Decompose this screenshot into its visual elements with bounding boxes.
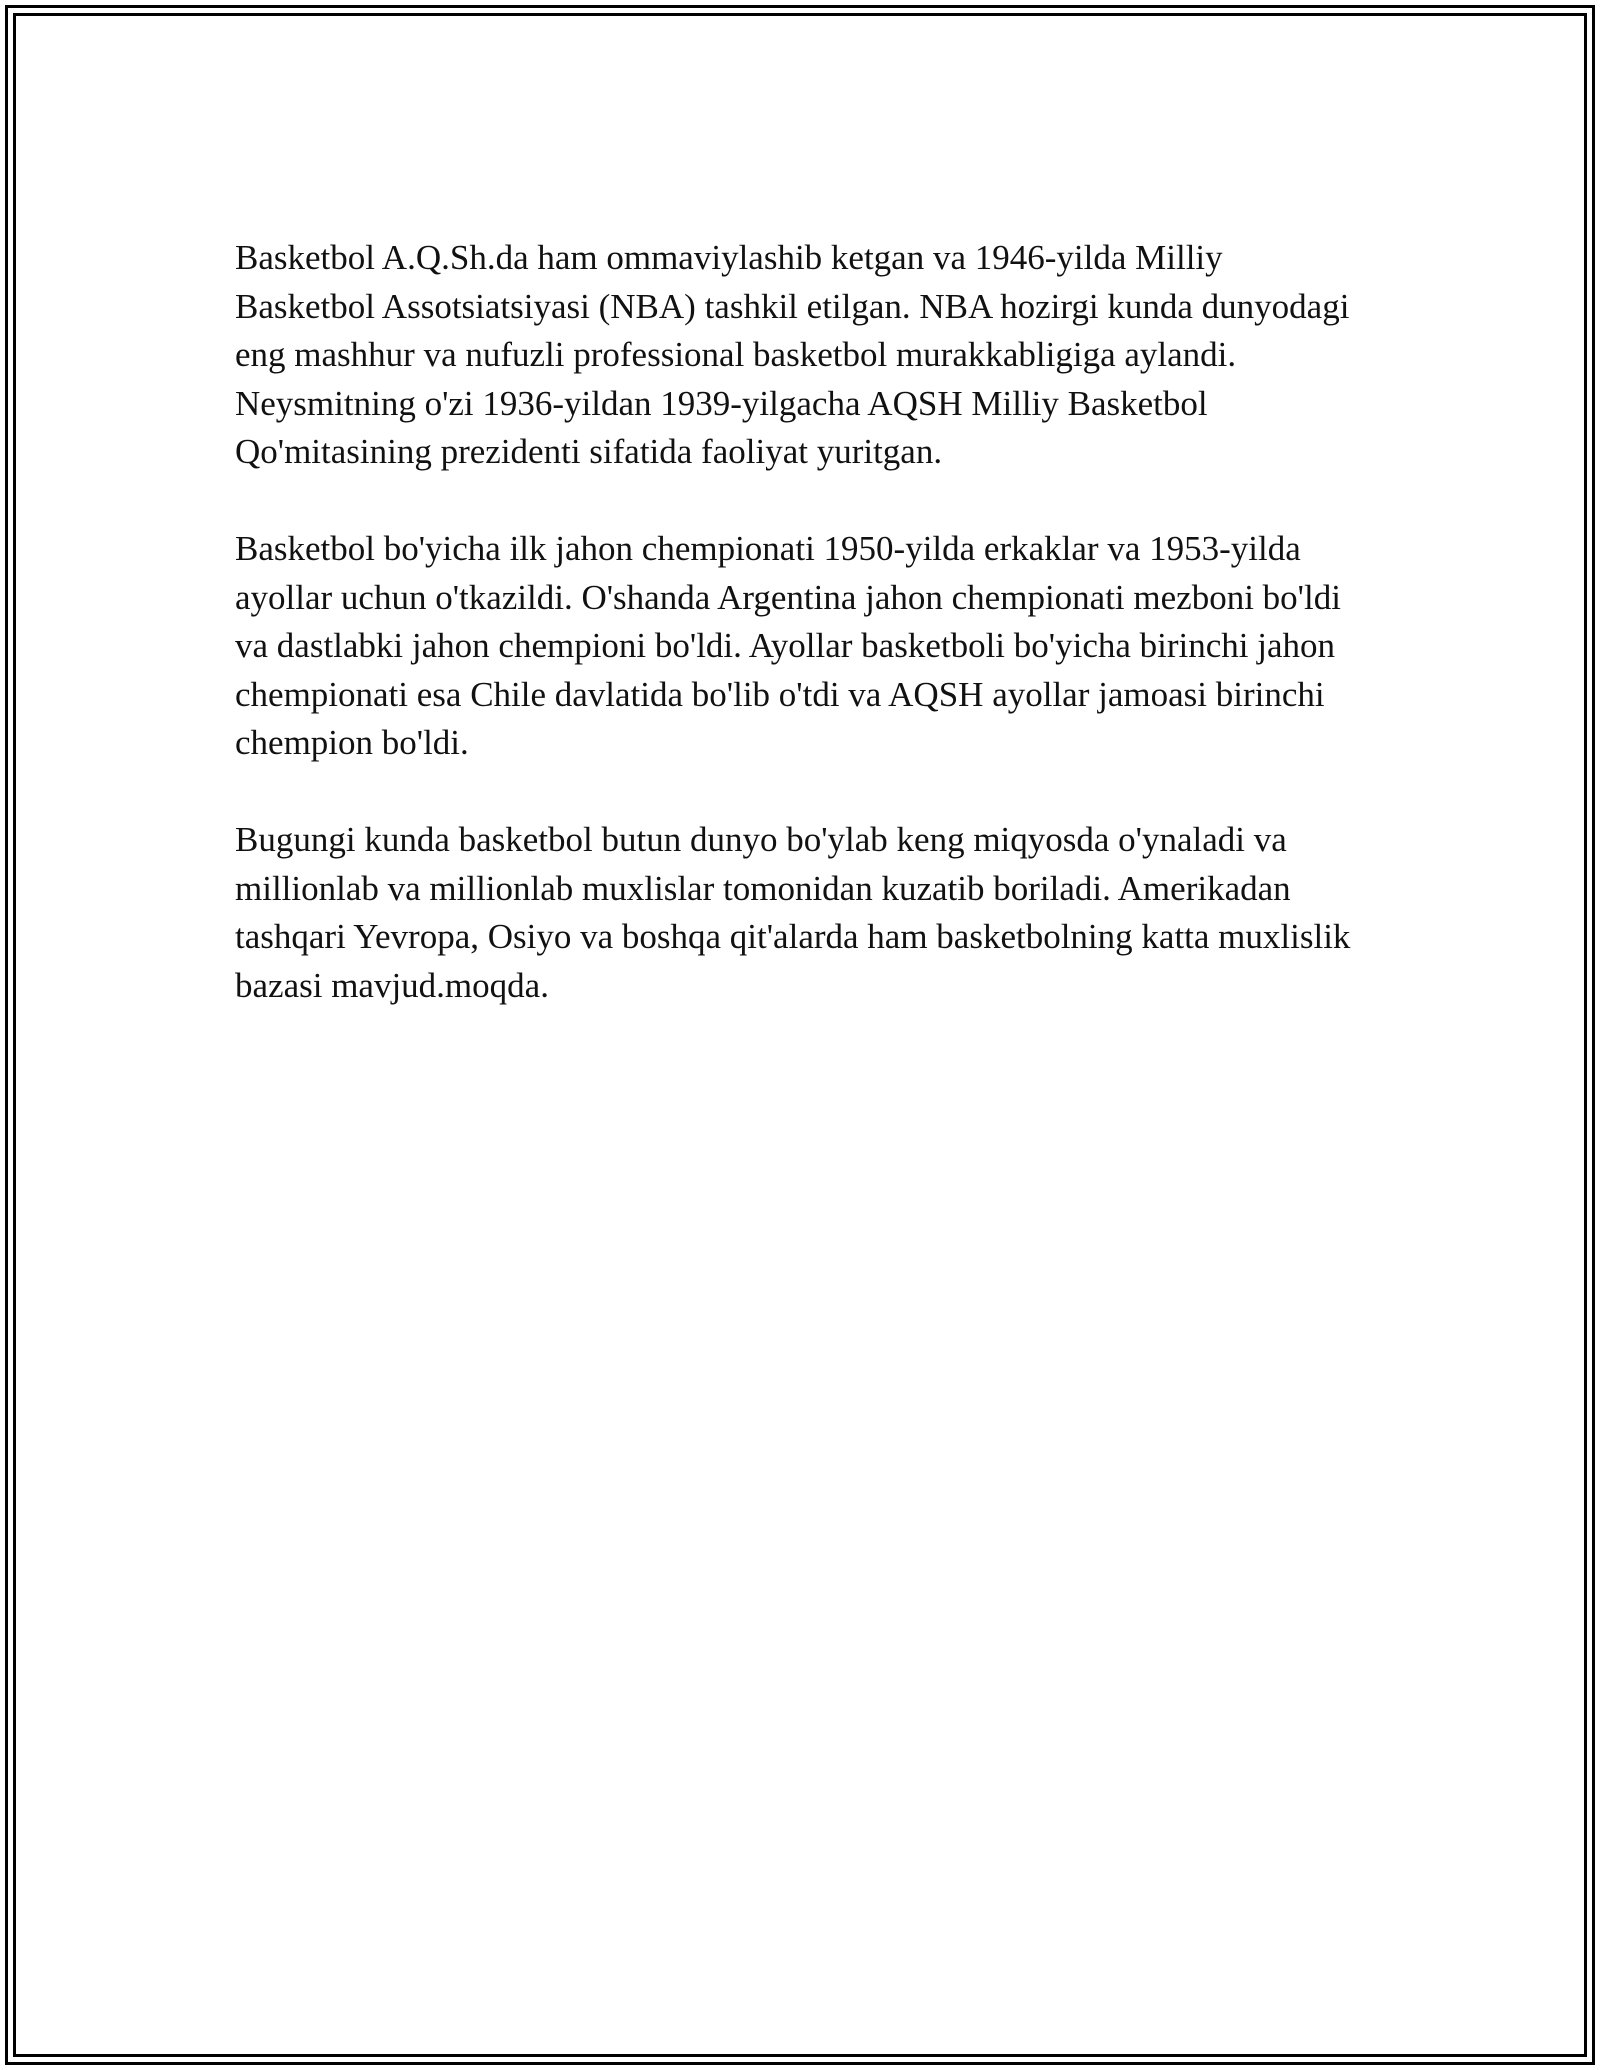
document-body	[235, 234, 1365, 1059]
paragraph-1: Basketbol A.Q.Sh.da ham ommaviylashib ketgan va 1946-yilda Milliy Basketbol Assotsiatsiyasi (NBA) tashkil etilgan. NBA hozirgi kunda dunyodagi eng mashhur va nufuzli professional basketbol murakkabligiga aylandi. Neysmitning o'zi 1936-yildan 1939-yilgacha AQSH Milliy Basketbol Qo'mitasining prezidenti sifatida faoliyat yuritgan.	[235, 238, 1350, 471]
paragraph-2: Basketbol bo'yicha ilk jahon chempionati 1950-yilda erkaklar va 1953-yilda ayollar uchun o'tkazildi. O'shanda Argentina jahon chempionati mezboni bo'ldi va dastlabki jahon chempioni bo'ldi. Ayollar basketboli bo'yicha birinchi jahon chempionati esa Chile davlatida bo'lib o'tdi va AQSH ayollar jamoasi birinchi chempion bo'ldi.	[235, 529, 1341, 762]
paragraph-3: Bugungi kunda basketbol butun dunyo bo'ylab keng miqyosda o'ynaladi va millionlab va millionlab muxlislar tomonidan kuzatib boriladi. Amerikadan tashqari Yevropa, Osiyo va boshqa qit'alarda ham basketbolning katta muxlislik bazasi mavjud.moqda.	[235, 820, 1351, 1005]
